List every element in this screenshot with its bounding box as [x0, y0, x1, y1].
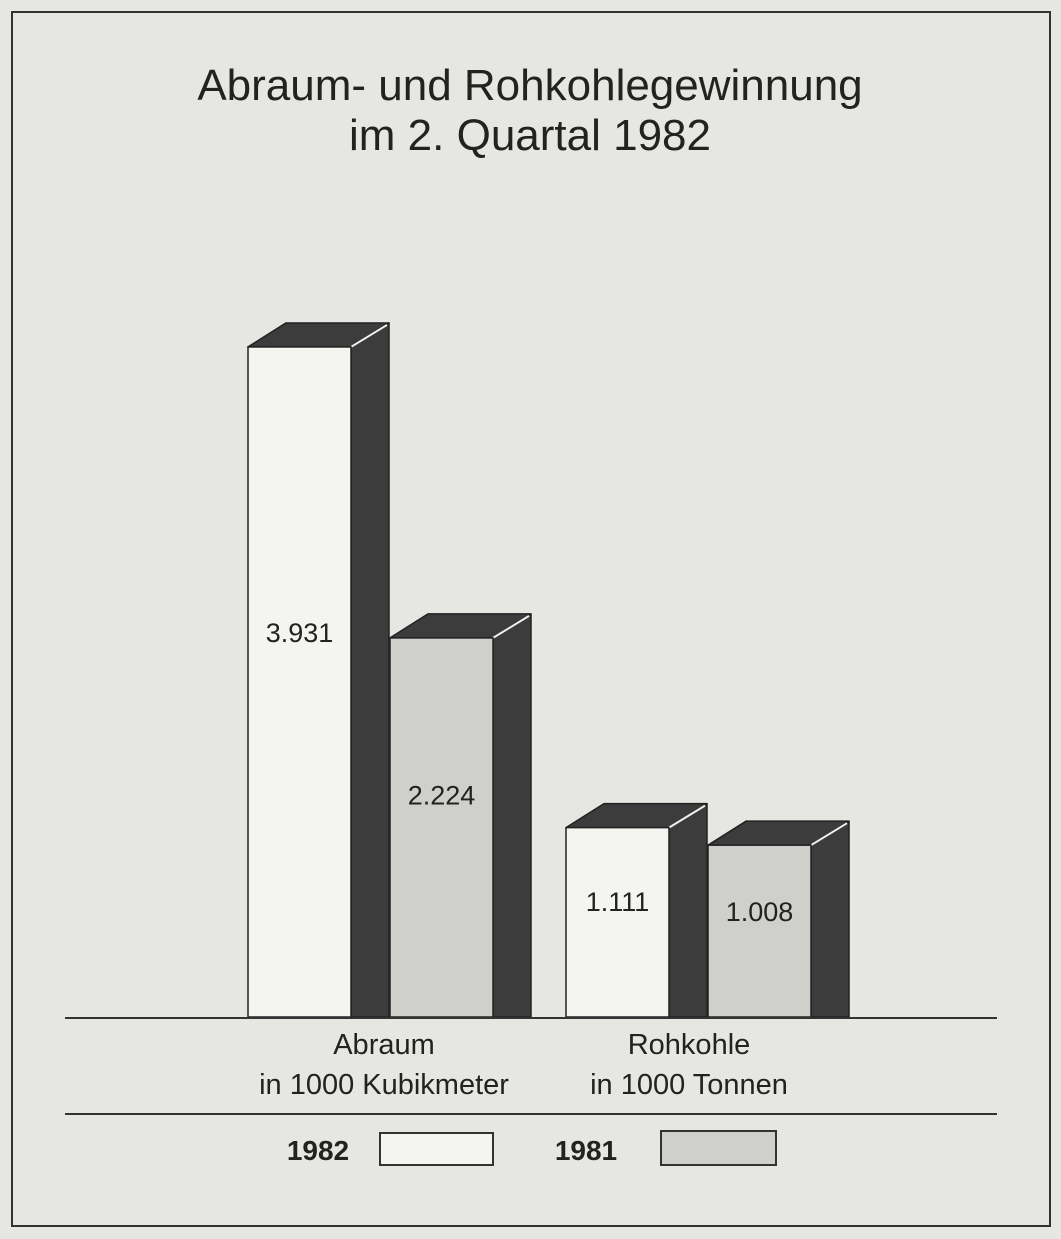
category-sublabel-rohkohle: in 1000 Tonnen	[590, 1069, 788, 1101]
legend-label-1981: 1981	[554, 1135, 618, 1166]
bar-1981-rohkohle	[708, 821, 849, 1017]
bar-1981-rohkohle-front	[708, 845, 811, 1017]
bar-1982-abraum-value-label: 3.931	[265, 617, 334, 648]
bar-1982-abraum-front	[248, 347, 351, 1017]
bar-1981-abraum-value-label: 2.224	[407, 780, 476, 811]
bar-1982-abraum-side	[351, 323, 389, 1017]
category-label-abraum: Abraum	[333, 1029, 435, 1061]
bar-1981-rohkohle-value-label: 1.008	[725, 896, 794, 927]
bar-1982-rohkohle-front	[566, 828, 669, 1017]
category-sublabel-abraum: in 1000 Kubikmeter	[259, 1069, 509, 1101]
bar-1981-abraum-front	[390, 638, 493, 1017]
bar-1981-abraum-side	[493, 614, 531, 1017]
chart-title-line-2: im 2. Quartal 1982	[349, 111, 711, 160]
legend-label-1982: 1982	[286, 1135, 350, 1166]
chart-title-line-1: Abraum- und Rohkohlegewinnung	[197, 61, 863, 110]
bar-1982-abraum	[248, 323, 389, 1017]
bar-1981-rohkohle-side	[811, 821, 849, 1017]
bar-1982-rohkohle	[566, 804, 707, 1017]
bar-1982-rohkohle-side	[669, 804, 707, 1017]
bars-group	[248, 323, 849, 1017]
legend-swatch-1982	[380, 1133, 493, 1165]
bar-1981-abraum	[390, 614, 531, 1017]
legend-swatch-1981	[661, 1131, 776, 1165]
bar-1982-rohkohle-value-label: 1.111	[585, 886, 650, 917]
category-label-rohkohle: Rohkohle	[627, 1029, 751, 1061]
